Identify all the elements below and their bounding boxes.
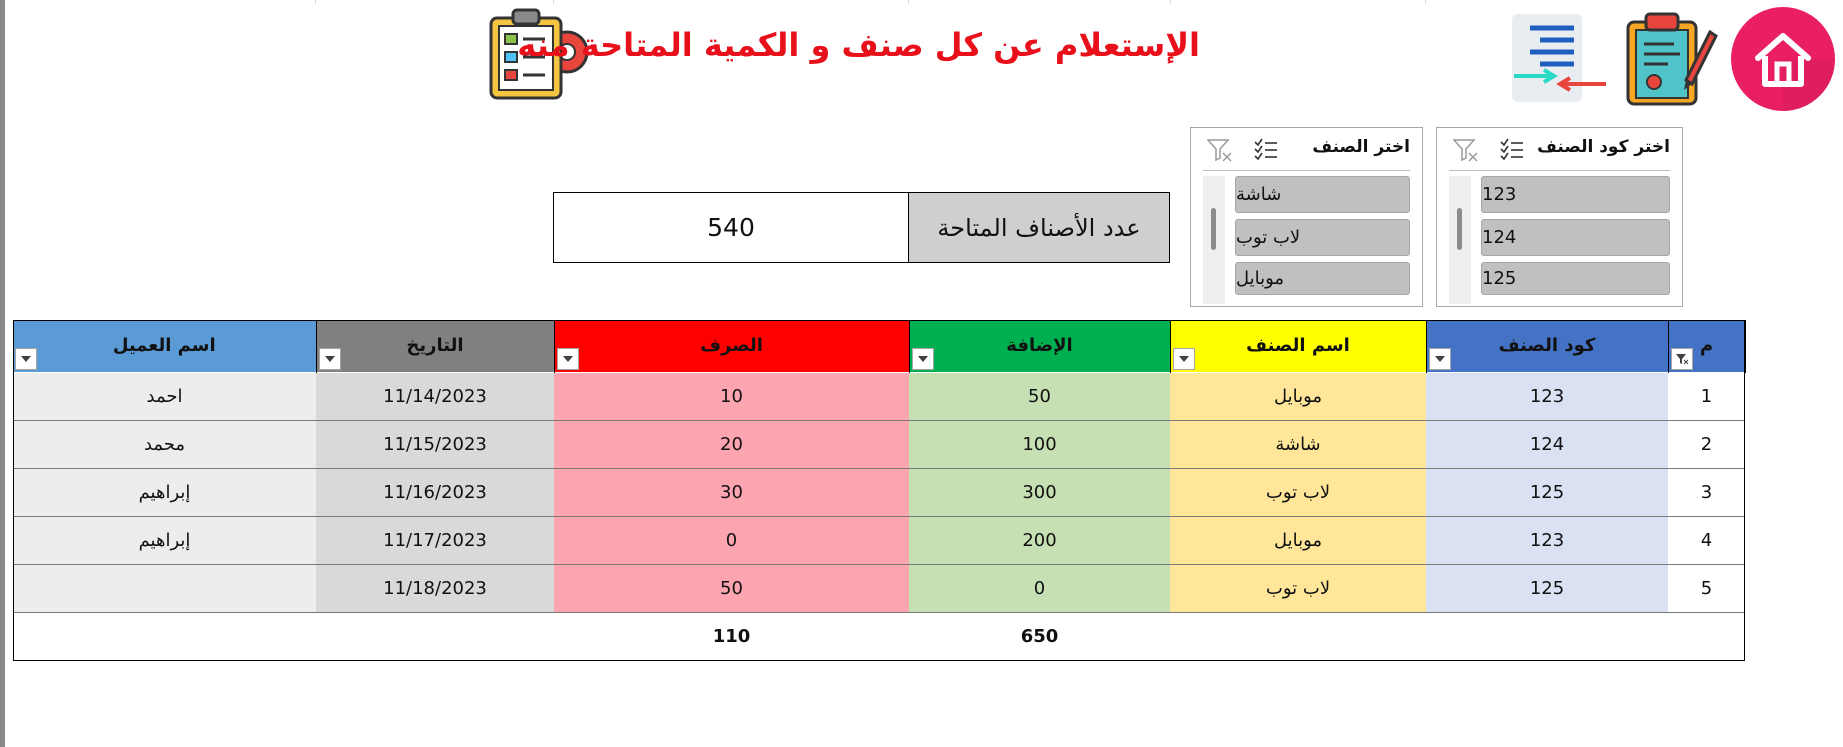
column-header-item-code[interactable]: [1426, 320, 1668, 372]
cell-addition[interactable]: 200: [909, 516, 1170, 564]
slicer-item-code[interactable]: [1436, 127, 1683, 307]
cell-item-code[interactable]: 123: [1426, 516, 1668, 564]
column-header-item-name[interactable]: [1170, 320, 1426, 372]
multi-select-icon[interactable]: [1253, 138, 1279, 160]
gridline: [553, 0, 554, 4]
cell-addition[interactable]: 0: [909, 564, 1170, 612]
cell-item-name[interactable]: موبايل: [1170, 516, 1426, 564]
column-header-client-name[interactable]: [13, 320, 316, 372]
cell-client-name[interactable]: [13, 564, 316, 612]
cell-spending[interactable]: 10: [554, 372, 909, 420]
totals-row: [13, 612, 1745, 660]
column-header-index[interactable]: [1668, 320, 1745, 372]
total-empty-cell[interactable]: [1426, 612, 1668, 660]
column-header-label: الصرف: [700, 335, 763, 357]
clipboard-signature-icon[interactable]: [1624, 10, 1718, 106]
slicer-divider: [1203, 170, 1410, 171]
column-header-label: كود الصنف: [1498, 335, 1596, 357]
slicer-title: اختر كود الصنف: [1537, 137, 1670, 157]
table-row[interactable]: [13, 372, 1745, 420]
cell-index[interactable]: 2: [1668, 420, 1745, 468]
dropdown-arrow-icon[interactable]: [1429, 348, 1451, 370]
cell-item-code[interactable]: 125: [1426, 468, 1668, 516]
slicer-item[interactable]: 124: [1481, 219, 1670, 256]
table-header-row: [13, 320, 1745, 372]
cell-item-name[interactable]: لاب توب: [1170, 564, 1426, 612]
cell-client-name[interactable]: إبراهيم: [13, 468, 316, 516]
clear-filter-icon[interactable]: [1207, 138, 1233, 162]
dropdown-arrow-icon[interactable]: [557, 348, 579, 370]
table-row[interactable]: [13, 468, 1745, 516]
cell-item-name[interactable]: موبايل: [1170, 372, 1426, 420]
slicer-item[interactable]: شاشة: [1235, 176, 1410, 213]
cell-index[interactable]: 4: [1668, 516, 1745, 564]
cell-spending[interactable]: 20: [554, 420, 909, 468]
slicer-item-name[interactable]: [1190, 127, 1423, 307]
slicer-title: اختر الصنف: [1312, 137, 1410, 157]
slicer-item[interactable]: 123: [1481, 176, 1670, 213]
available-items-label: عدد الأصناف المتاحة: [909, 193, 1169, 262]
cell-spending[interactable]: 0: [554, 516, 909, 564]
cell-item-code[interactable]: 123: [1426, 372, 1668, 420]
slicer-scrollbar[interactable]: [1449, 176, 1471, 304]
slicer-header: [1437, 128, 1682, 170]
gridline: [1170, 0, 1171, 4]
table-row[interactable]: [13, 516, 1745, 564]
cell-item-code[interactable]: 125: [1426, 564, 1668, 612]
cell-date[interactable]: 11/14/2023: [316, 372, 554, 420]
column-header-label: الإضافة: [1006, 335, 1073, 357]
scroll-thumb[interactable]: [1211, 208, 1216, 250]
cell-addition[interactable]: 50: [909, 372, 1170, 420]
total-spending[interactable]: 110: [554, 612, 909, 660]
total-empty-cell[interactable]: [316, 612, 554, 660]
multi-select-icon[interactable]: [1499, 138, 1525, 160]
available-items-summary: [553, 192, 1170, 263]
cell-index[interactable]: 1: [1668, 372, 1745, 420]
total-addition[interactable]: 650: [909, 612, 1170, 660]
cell-client-name[interactable]: إبراهيم: [13, 516, 316, 564]
cell-date[interactable]: 11/17/2023: [316, 516, 554, 564]
cell-item-name[interactable]: لاب توب: [1170, 468, 1426, 516]
gridline: [1425, 0, 1426, 4]
dropdown-arrow-icon[interactable]: [912, 348, 934, 370]
cell-index[interactable]: 3: [1668, 468, 1745, 516]
column-header-addition[interactable]: [909, 320, 1170, 372]
slicer-header: [1191, 128, 1422, 170]
inventory-table: [13, 320, 1746, 660]
cell-date[interactable]: 11/15/2023: [316, 420, 554, 468]
cell-spending[interactable]: 50: [554, 564, 909, 612]
cell-index[interactable]: 5: [1668, 564, 1745, 612]
cell-spending[interactable]: 30: [554, 468, 909, 516]
cell-date[interactable]: 11/16/2023: [316, 468, 554, 516]
column-header-label: التاريخ: [406, 335, 464, 357]
cell-addition[interactable]: 100: [909, 420, 1170, 468]
cell-addition[interactable]: 300: [909, 468, 1170, 516]
slicer-scrollbar[interactable]: [1203, 176, 1225, 304]
cell-item-code[interactable]: 124: [1426, 420, 1668, 468]
clear-filter-icon[interactable]: [1453, 138, 1479, 162]
column-header-spending[interactable]: [554, 320, 909, 372]
total-empty-cell[interactable]: [13, 612, 316, 660]
home-icon[interactable]: [1730, 6, 1836, 112]
slicer-item[interactable]: 125: [1481, 262, 1670, 295]
page-title: الإستعلام عن كل صنف و الكمية المتاحة منه: [517, 26, 1200, 64]
column-header-label: اسم الصنف: [1246, 335, 1350, 357]
gridline: [908, 0, 909, 4]
cell-client-name[interactable]: محمد: [13, 420, 316, 468]
table-row[interactable]: [13, 420, 1745, 468]
cell-date[interactable]: 11/18/2023: [316, 564, 554, 612]
dropdown-arrow-icon[interactable]: [1173, 348, 1195, 370]
slicer-divider: [1449, 170, 1670, 171]
table-row[interactable]: [13, 564, 1745, 612]
column-header-label: م: [1699, 335, 1714, 357]
sheet-left-edge: [0, 0, 5, 747]
scroll-thumb[interactable]: [1457, 208, 1462, 250]
dropdown-arrow-icon[interactable]: [15, 348, 37, 370]
dropdown-arrow-icon[interactable]: [319, 348, 341, 370]
gridline: [315, 0, 316, 4]
document-transfer-icon[interactable]: [1512, 12, 1608, 104]
total-empty-cell[interactable]: [1668, 612, 1745, 660]
cell-client-name[interactable]: احمد: [13, 372, 316, 420]
slicer-item[interactable]: لاب توب: [1235, 219, 1410, 256]
slicer-item[interactable]: موبايل: [1235, 262, 1410, 295]
available-items-count: 540: [554, 193, 909, 262]
total-empty-cell[interactable]: [1170, 612, 1426, 660]
cell-item-name[interactable]: شاشة: [1170, 420, 1426, 468]
filter-active-icon[interactable]: [1671, 348, 1693, 370]
column-header-date[interactable]: [316, 320, 554, 372]
column-header-label: اسم العميل: [112, 335, 216, 357]
